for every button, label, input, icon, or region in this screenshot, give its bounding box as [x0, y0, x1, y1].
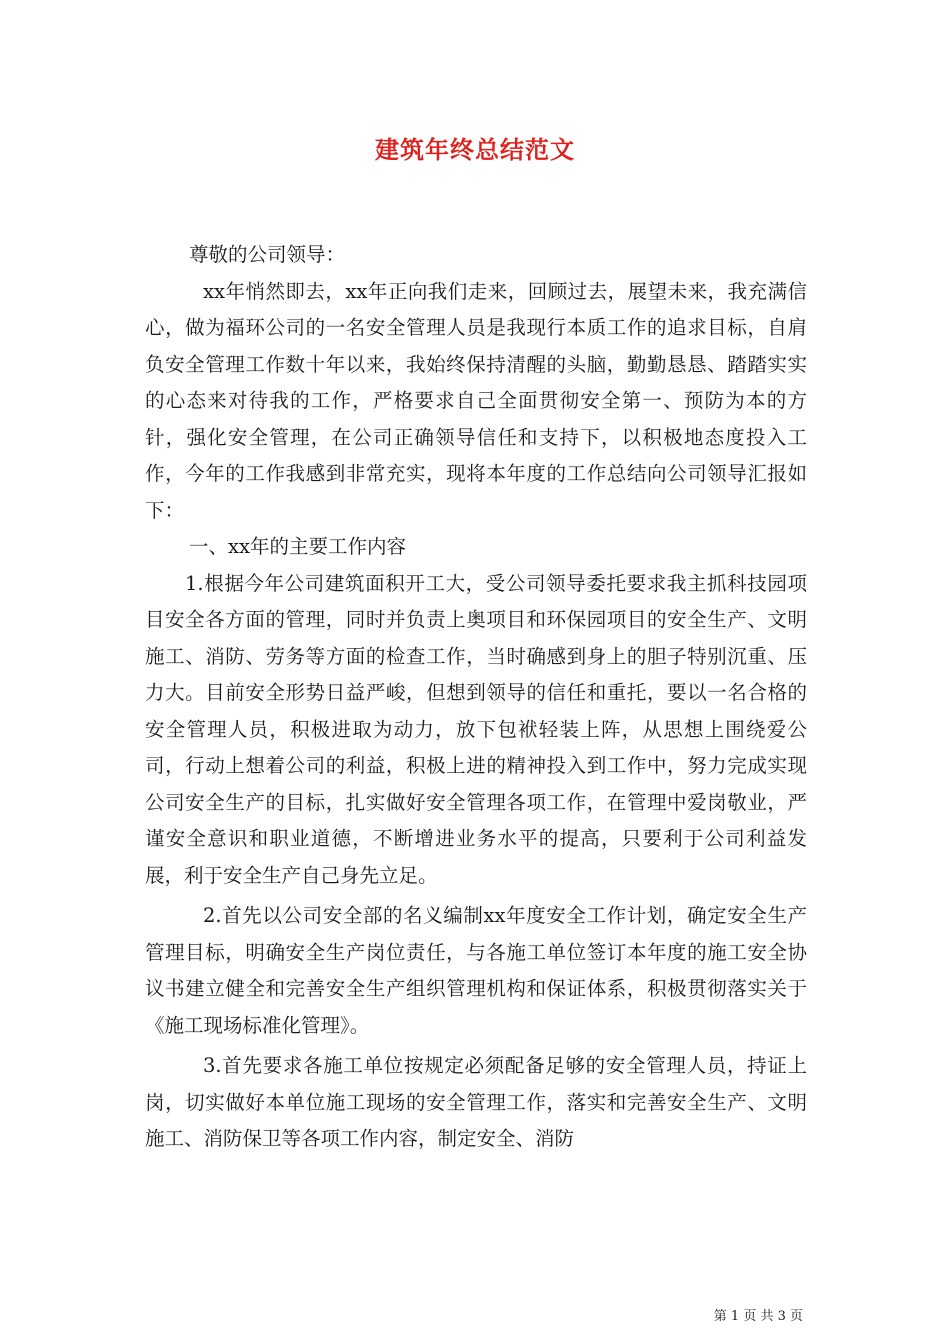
section-heading: 一、xx年的主要工作内容 — [189, 535, 406, 558]
item-2-paragraph: 2.首先以公司安全部的名义编制xx年度安全工作计划，确定安全生产管理目标，明确安全生产岗位责任，与各施工单位签订本年度的施工安全协议书建立健全和完善安全生产组织管理机构和保证体系，积极贯彻落实关于《施工现场标准化管理》。 — [145, 904, 807, 1037]
document-body — [145, 237, 807, 1158]
intro-paragraph: xx年悄然即去，xx年正向我们走来，回顾过去，展望未来，我充满信心，做为福环公司的一名安全管理人员是我现行本质工作的追求目标，自肩负安全管理工作数十年以来，我始终保持清醒的头脑，勤勤恳恳、踏踏实实的心态来对待我的工作，严格要求自己全面贯彻安全第一、预防为本的方针，强化安全管理，在公司正确领导信任和支持下，以积极地态度投入工作，今年的工作我感到非常充实，现将本年度的工作总结向公司领导汇报如下： — [145, 279, 807, 522]
item-3-paragraph: 3.首先要求各施工单位按规定必须配备足够的安全管理人员，持证上岗，切实做好本单位施工现场的安全管理工作，落实和完善安全生产、文明施工、消防保卫等各项工作内容，制定安全、消防 — [145, 1054, 807, 1150]
document-title: 建筑年终总结范文 — [375, 135, 575, 164]
page-indicator: 第 1 页 共 3 页 — [713, 1309, 803, 1324]
item-1-paragraph: 1.根据今年公司建筑面积开工大，受公司领导委托要求我主抓科技园项目安全各方面的管理，同时并负责上奥项目和环保园项目的安全生产、文明施工、消防、劳务等方面的检查工作，当时确感到身上的胆子特别沉重、压力大。目前安全形势日益严峻，但想到领导的信任和重托，要以一名合格的安全管理人员，积极进取为动力，放下包袱轻装上阵，从思想上围绕爱公司，行动上想着公司的利益，积极上进的精神投入到工作中，努力完成实现公司安全生产的目标，扎实做好安全管理各项工作，在管理中爱岗敬业，严谨安全意识和职业道德，不断增进业务水平的提高，只要利于公司利益发展，利于安全生产自己身先立足。 — [145, 571, 807, 887]
salutation-paragraph: 尊敬的公司领导： — [189, 243, 346, 266]
